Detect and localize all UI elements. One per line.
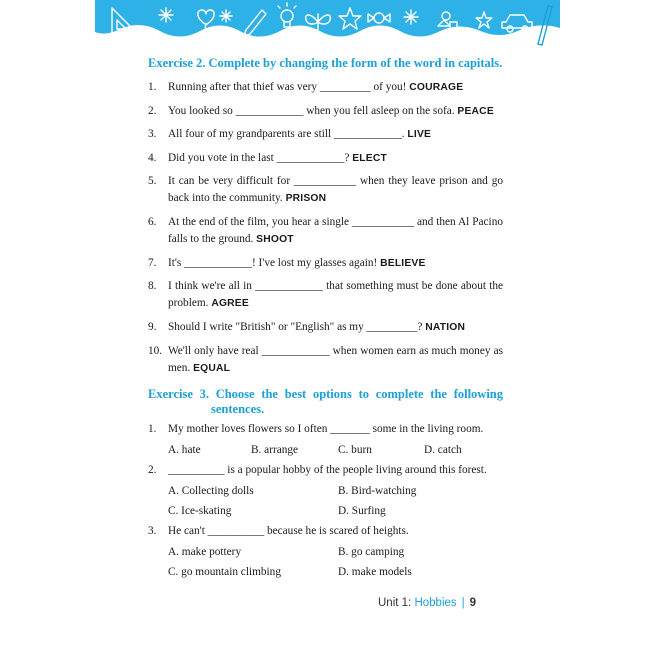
snowflake-icon bbox=[220, 10, 232, 22]
q2-option-a: A. Collecting dolls bbox=[168, 485, 254, 497]
q1-option-a: A. hate bbox=[168, 444, 201, 456]
unit-name: Hobbies bbox=[414, 597, 457, 609]
exercise-2-item-8: 8. I think we're all in ____________ that something must be done about the problem. AGREE bbox=[148, 280, 503, 309]
q1-option-b: B. arrange bbox=[251, 444, 299, 456]
exercise-2-heading: Exercise 2. Complete by changing the form of the word in capitals. bbox=[148, 56, 503, 70]
q2-option-c: C. Ice-skating bbox=[168, 505, 232, 517]
exercise-2-item-4: 4. Did you vote in the last ____________? ELECT bbox=[148, 152, 387, 164]
exercise-3-heading-line-2: sentences. bbox=[211, 402, 265, 416]
page-number: 9 bbox=[469, 597, 477, 609]
q3-option-d: D. make models bbox=[338, 566, 412, 578]
exercise-2-item-3: 3. All four of my grandparents are still ____________. LIVE bbox=[148, 128, 432, 140]
q3-option-a: A. make pottery bbox=[168, 546, 242, 558]
unit-label: Unit 1: bbox=[378, 597, 412, 609]
exercise-3-heading: Exercise 3. Choose the best options to complete the following bbox=[148, 387, 503, 401]
exercise-3-question-1: 1. My mother loves flowers so I often _______ some in the living room. bbox=[148, 423, 484, 435]
exercise-2-item-10: 10. We'll only have real ____________ when women earn as much money as men. EQUAL bbox=[148, 345, 503, 374]
decorative-banner bbox=[0, 0, 650, 50]
exercise-2-item-9: 9. Should I write "British" or "English" as my _________? NATION bbox=[148, 321, 466, 333]
q3-option-c: C. go mountain climbing bbox=[168, 566, 281, 578]
footer-separator: | bbox=[461, 597, 465, 609]
page-footer bbox=[378, 597, 476, 609]
exercise-3-question-2: 2. __________ is a popular hobby of the people living around this forest. bbox=[148, 464, 487, 476]
q3-option-b: B. go camping bbox=[338, 546, 405, 558]
exercise-3-question-3: 3. He can't __________ because he is scared of heights. bbox=[148, 525, 409, 537]
snowflake-icon bbox=[159, 8, 173, 22]
exercise-2-item-7: 7. It's ____________! I've lost my glasses again! BELIEVE bbox=[148, 257, 426, 269]
exercise-2-item-1: 1. Running after that thief was very _________ of you! COURAGE bbox=[148, 81, 464, 93]
snowflake-icon bbox=[404, 10, 418, 24]
q2-option-d: D. Surfing bbox=[338, 505, 386, 517]
exercise-2-item-2: 2. You looked so ____________ when you fell asleep on the sofa. PEACE bbox=[148, 105, 494, 117]
exercise-2-item-6: 6. At the end of the film, you hear a single ___________ and then Al Pacino falls to the ground. SHOOT bbox=[148, 216, 503, 245]
q1-option-c: C. burn bbox=[338, 444, 372, 456]
q1-option-d: D. catch bbox=[424, 444, 462, 456]
exercise-2-item-5: 5. It can be very difficult for ___________ when they leave prison and go back into the community. PRISON bbox=[148, 175, 503, 204]
q2-option-b: B. Bird-watching bbox=[338, 485, 417, 497]
